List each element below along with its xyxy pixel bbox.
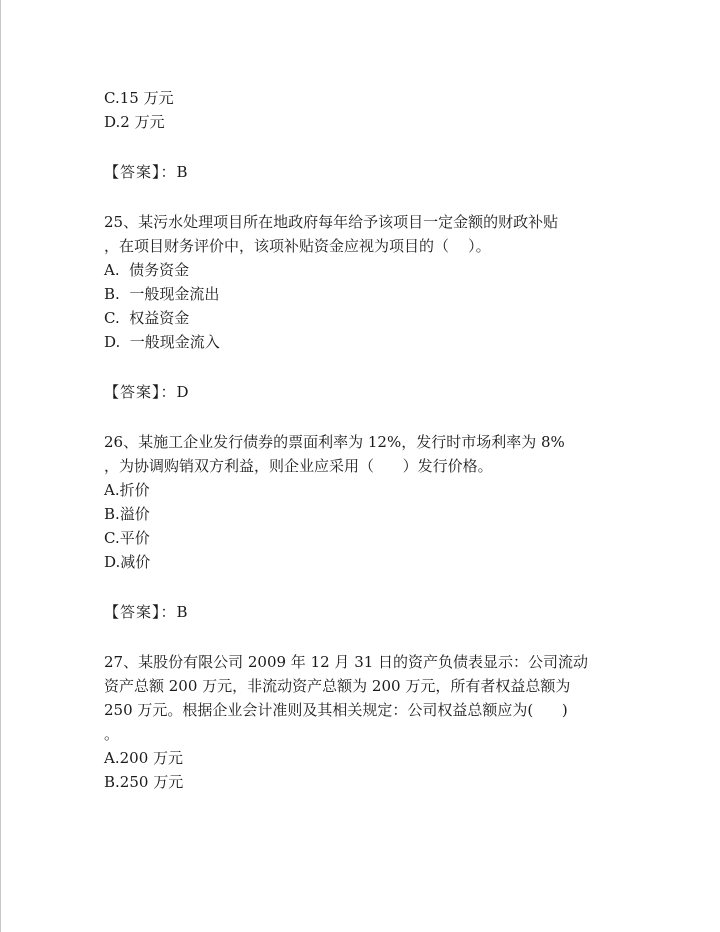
option-a: A.200 万元 — [104, 749, 183, 767]
option-c: C.平价 — [104, 529, 150, 547]
option-d: D.2 万元 — [104, 113, 165, 131]
option-c: C. 权益资金 — [104, 309, 190, 327]
option-d: D. 一般现金流入 — [104, 333, 220, 351]
question-26-line-1: 26、某施工企业发行债券的票面利率为 12%，发行时市场利率为 8% — [104, 433, 565, 451]
question-25-line-2: ，在项目财务评价中，该项补贴资金应视为项目的（ ）。 — [104, 237, 491, 255]
question-27-line-1: 27、某股份有限公司 2009 年 12 月 31 日的资产负债表显示：公司流动 — [104, 653, 589, 671]
option-a: A.折价 — [104, 481, 150, 499]
document-page — [104, 86, 624, 794]
question-25-line-1: 25、某污水处理项目所在地政府每年给予该项目一定金额的财政补贴 — [104, 213, 559, 231]
question-27-line-4: 。 — [104, 725, 120, 743]
option-c: C.15 万元 — [104, 89, 174, 107]
option-d: D.减价 — [104, 553, 151, 571]
option-b: B. 一般现金流出 — [104, 285, 220, 303]
question-26-line-2: ，为协调购销双方利益，则企业应采用（ ）发行价格。 — [104, 457, 493, 475]
answer-q25: 【答案】：D — [104, 383, 190, 401]
question-27-line-3: 250 万元。根据企业会计准则及其相关规定：公司权益总额应为( ) — [104, 701, 568, 719]
question-27-line-2: 资产总额 200 万元，非流动资产总额为 200 万元，所有者权益总额为 — [104, 677, 571, 695]
answer-q26: 【答案】：B — [104, 603, 189, 621]
page-border — [0, 0, 1, 932]
option-b: B.溢价 — [104, 505, 150, 523]
option-a: A. 债务资金 — [104, 261, 190, 279]
answer-q24: 【答案】：B — [104, 163, 189, 181]
option-b: B.250 万元 — [104, 773, 184, 791]
